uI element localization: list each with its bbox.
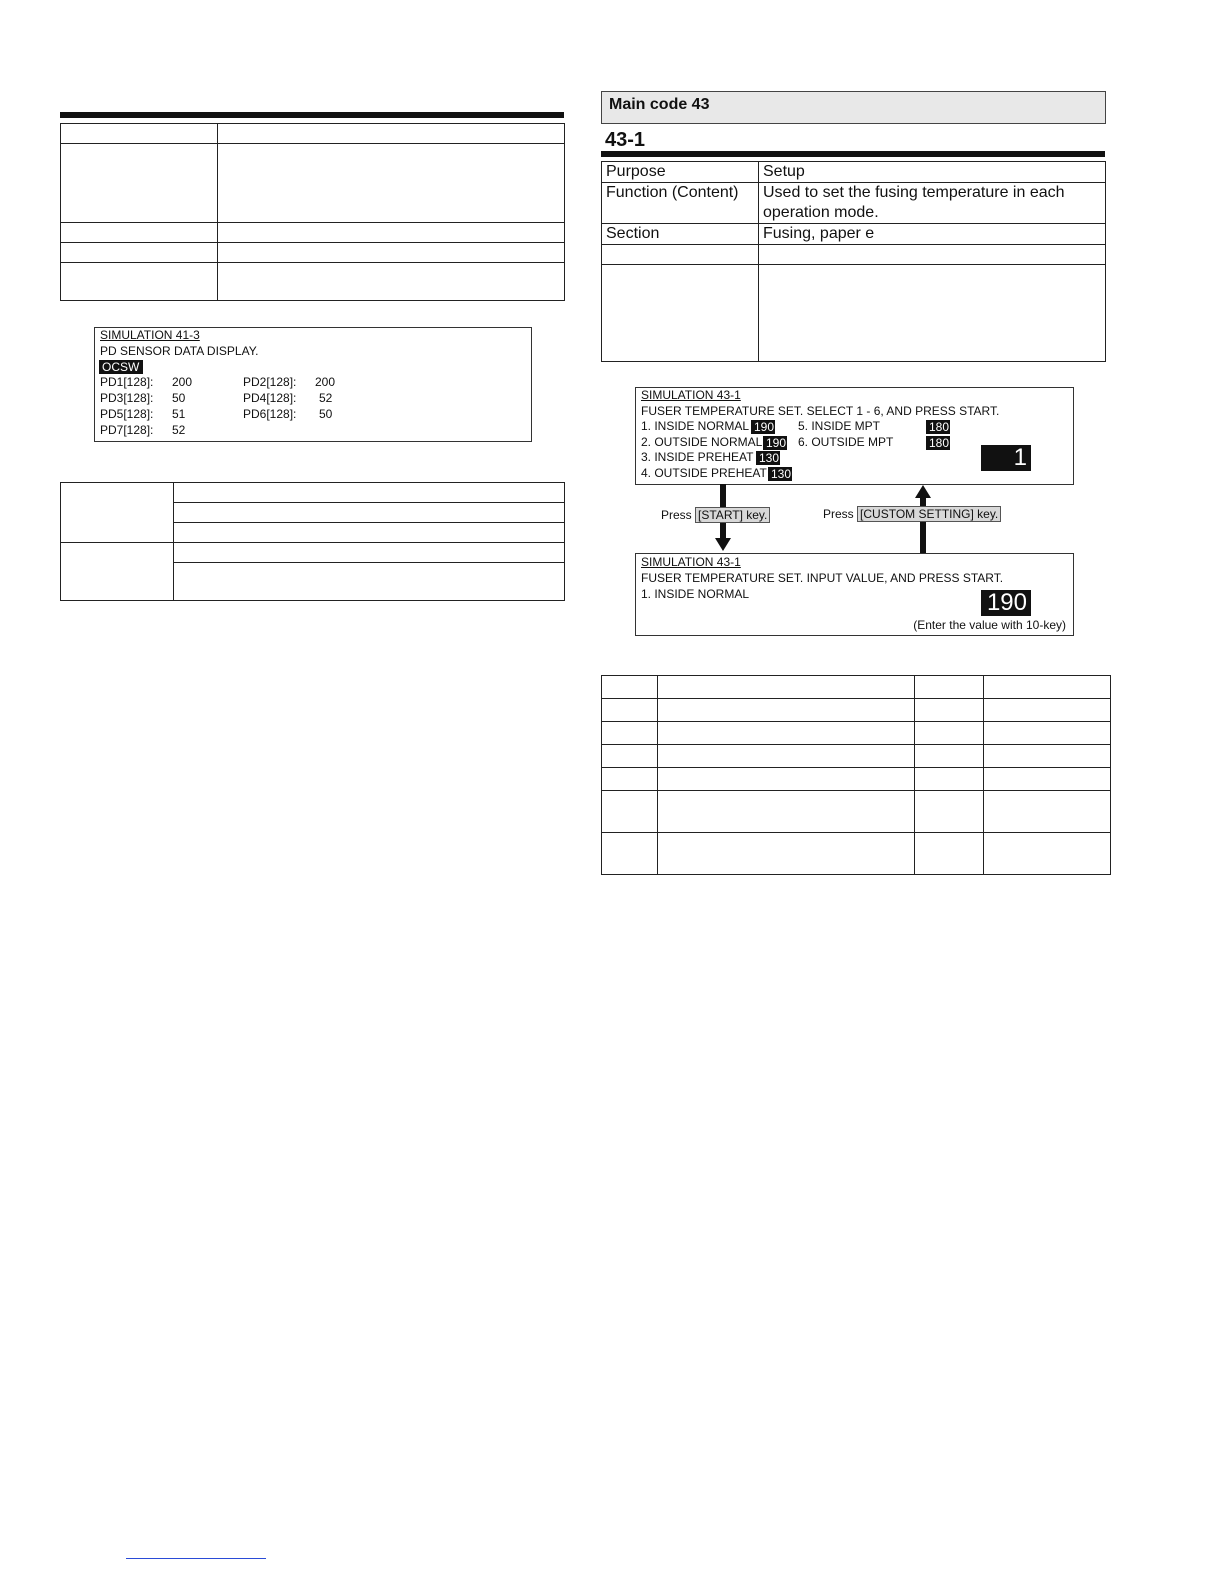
main-code-header <box>601 91 1106 124</box>
sim-43-1-select-screen <box>635 387 1074 485</box>
pd6-value: 50 <box>319 407 333 421</box>
ocsw-tag: OCSW <box>99 360 143 374</box>
function-label: Function (Content) <box>602 183 759 224</box>
left-heading-rule <box>60 112 564 118</box>
item-outside-normal: 2. OUTSIDE NORMAL <box>641 435 763 449</box>
pd2-label: PD2[128]: <box>243 375 297 389</box>
function-value: Used to set the fusing temperature in each operation mode. <box>759 183 1106 224</box>
selection-display: 1 <box>981 445 1031 471</box>
screen2-item: 1. INSIDE NORMAL <box>641 587 750 601</box>
item-outside-preheat-value: 130 <box>768 467 792 481</box>
main-code-title: Main code 43 <box>609 96 710 113</box>
screen1-prompt: FUSER TEMPERATURE SET. SELECT 1 - 6, AND PRESS START. <box>641 404 1000 418</box>
item-inside-normal-value: 190 <box>751 420 775 434</box>
custom-setting-key-label: [CUSTOM SETTING] key. <box>857 506 1001 522</box>
left-info-table <box>60 123 565 301</box>
pd7-label: PD7[128]: <box>100 423 154 437</box>
item-inside-mpt: 5. INSIDE MPT <box>798 419 881 433</box>
section-value: Fusing, paper e <box>759 224 1106 245</box>
section-label: Section <box>602 224 759 245</box>
pd1-label: PD1[128]: <box>100 375 154 389</box>
item-outside-normal-value: 190 <box>763 436 787 450</box>
screen-title: SIMULATION 41-3 <box>100 328 200 342</box>
sim-41-3-screen <box>94 327 532 442</box>
footer-link-rule <box>126 1558 266 1559</box>
item-outside-mpt: 6. OUTSIDE MPT <box>798 435 894 449</box>
sub-code-rule <box>601 151 1105 157</box>
pd4-label: PD4[128]: <box>243 391 297 405</box>
item-inside-preheat: 3. INSIDE PREHEAT <box>641 450 754 464</box>
pd5-value: 51 <box>172 407 186 421</box>
press-custom-instruction <box>823 507 1001 521</box>
item-outside-mpt-value: 180 <box>926 436 950 450</box>
press-start-text: Press <box>661 508 692 522</box>
pd3-label: PD3[128]: <box>100 391 154 405</box>
item-outside-preheat: 4. OUTSIDE PREHEAT <box>641 466 767 480</box>
pd5-label: PD5[128]: <box>100 407 154 421</box>
item-inside-mpt-value: 180 <box>926 420 950 434</box>
info-table <box>601 161 1106 362</box>
start-key-label: [START] key. <box>695 507 770 523</box>
item-inside-preheat-value: 130 <box>756 451 780 465</box>
pd2-value: 200 <box>315 375 336 389</box>
screen-subtitle: PD SENSOR DATA DISPLAY. <box>100 344 259 358</box>
screen1-title: SIMULATION 43-1 <box>641 388 741 402</box>
press-start-instruction <box>661 508 770 522</box>
item-inside-normal: 1. INSIDE NORMAL <box>641 419 750 433</box>
sim-43-1-input-screen <box>635 553 1074 636</box>
pd1-value: 200 <box>172 375 193 389</box>
pd3-value: 50 <box>172 391 186 405</box>
setting-range-table <box>601 675 1111 875</box>
down-arrow-head <box>715 538 731 551</box>
screen2-title: SIMULATION 43-1 <box>641 555 741 569</box>
screen2-prompt: FUSER TEMPERATURE SET. INPUT VALUE, AND PRESS START. <box>641 571 1004 585</box>
sub-code-title: 43-1 <box>605 129 646 151</box>
purpose-value: Setup <box>759 162 1106 183</box>
pd4-value: 52 <box>319 391 333 405</box>
press-custom-text: Press <box>823 507 854 521</box>
purpose-label: Purpose <box>602 162 759 183</box>
pd7-value: 52 <box>172 423 186 437</box>
screen2-hint: (Enter the value with 10-key) <box>913 618 1066 632</box>
left-mode-table <box>60 482 565 601</box>
pd6-label: PD6[128]: <box>243 407 297 421</box>
input-value-display: 190 <box>981 590 1031 616</box>
